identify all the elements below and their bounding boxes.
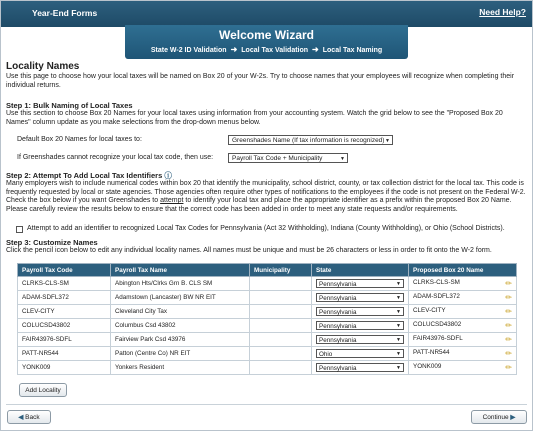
- payroll-tax-code-cell: CLEV-CITY: [18, 305, 111, 319]
- state-cell: [312, 347, 409, 361]
- wizard-step-3: Local Tax Naming: [322, 47, 383, 54]
- state-select-value: Pennsylvania: [319, 323, 357, 330]
- default-name-label: Default Box 20 Names for local taxes to:: [17, 136, 142, 143]
- pencil-icon[interactable]: ✏: [505, 321, 512, 330]
- main-content: [6, 61, 528, 90]
- arrow-right-icon: ➜: [312, 45, 319, 54]
- step2-section: [6, 171, 528, 215]
- table-row: [18, 319, 517, 333]
- back-button[interactable]: [7, 410, 51, 424]
- wizard-banner: [125, 25, 408, 59]
- step1-text: Use this section to choose Box 20 Names for your local taxes using information from your accounting system. Watch the grid below to see the "Proposed Box 20 Names" column update as you make selections from the drop-down menus below.: [6, 110, 503, 126]
- municipality-cell: [250, 333, 312, 347]
- back-button-label: Back: [25, 414, 40, 421]
- table-row: [18, 291, 517, 305]
- footer-divider: [6, 404, 527, 405]
- payroll-tax-code-cell: PATT-NR544: [18, 347, 111, 361]
- continue-button[interactable]: [471, 410, 527, 424]
- proposed-name-value: CLEV-CITY: [413, 307, 446, 314]
- default-name-value: Greenshades Name (If tax information is recognized): [232, 137, 385, 144]
- table-row: [18, 361, 517, 375]
- column-header[interactable]: Payroll Tax Name: [111, 264, 250, 277]
- proposed-name-cell: [409, 361, 517, 375]
- step3-section: [6, 238, 528, 256]
- payroll-tax-code-cell: COLUCSD43802: [18, 319, 111, 333]
- proposed-name-value: FAIR43976-SDFL: [413, 335, 463, 342]
- payroll-tax-code-cell: CLRKS-CLS-SM: [18, 277, 111, 291]
- step2-text: [6, 180, 528, 215]
- state-cell: [312, 319, 409, 333]
- state-select[interactable]: [316, 363, 404, 372]
- payroll-tax-code-cell: FAIR43976-SDFL: [18, 333, 111, 347]
- payroll-tax-name-cell: Yonkers Resident: [111, 361, 250, 375]
- proposed-name-cell: [409, 305, 517, 319]
- proposed-name-value: CLRKS-CLS-SM: [413, 279, 460, 286]
- pencil-icon[interactable]: ✏: [505, 349, 512, 358]
- arrow-right-icon: ▶: [510, 414, 516, 421]
- identifier-checkbox-label: Attempt to add an identifier to recognized Local Tax Codes for Pennsylvania (Act 32 Withholding), Indiana (County Withholding), or Ohio (School Districts).: [27, 225, 505, 232]
- step2-text-a: Many employers wish to include numerical codes within box 20 that identify the municipality, school district, county, or tax collection district for the local tax. This code is frequently requested by local or state agencies. Those agencies often require other types of notifications to the employees if the code is not present on the Federal W-2. Check the box below if you want Greenshades to: [6, 180, 526, 205]
- state-select-value: Pennsylvania: [319, 365, 357, 372]
- municipality-cell: [250, 277, 312, 291]
- step2-heading: [6, 171, 528, 180]
- wizard-step-1: State W-2 ID Validation: [150, 47, 227, 54]
- state-cell: [312, 291, 409, 305]
- page-intro: Use this page to choose how your local taxes will be named on Box 20 of your W-2s. Try to choose names that your employees will recognize when completing their individual returns.: [6, 73, 515, 89]
- wizard-title: Welcome Wizard: [218, 28, 315, 42]
- table-row: [18, 347, 517, 361]
- step1-section: [6, 101, 528, 127]
- help-icon[interactable]: ⓘ: [164, 171, 172, 180]
- continue-button-label: Continue: [482, 414, 509, 421]
- step1-heading: Step 1: Bulk Naming of Local Taxes: [6, 101, 133, 110]
- state-cell: [312, 277, 409, 291]
- state-select[interactable]: [316, 307, 404, 316]
- state-select[interactable]: [316, 279, 404, 288]
- pencil-icon[interactable]: ✏: [505, 279, 512, 288]
- step2-text-emphasis: attempt: [160, 197, 184, 205]
- grid-header-row: [18, 264, 517, 277]
- proposed-name-cell: [409, 333, 517, 347]
- need-help-link[interactable]: Need Help?: [479, 7, 526, 17]
- state-select[interactable]: [316, 293, 404, 302]
- add-locality-button[interactable]: Add Locality: [19, 383, 67, 397]
- proposed-name-value: YONK009: [413, 363, 442, 370]
- state-select-value: Pennsylvania: [319, 281, 357, 288]
- payroll-tax-name-cell: Columbus Csd 43802: [111, 319, 250, 333]
- municipality-cell: [250, 361, 312, 375]
- payroll-tax-name-cell: Adamstown (Lancaster) BW NR EIT: [111, 291, 250, 305]
- payroll-tax-name-cell: Abington Hts/Clrks Grn B. CLS SM: [111, 277, 250, 291]
- pencil-icon[interactable]: ✏: [505, 293, 512, 302]
- municipality-cell: [250, 305, 312, 319]
- chevron-down-icon: ▼: [396, 295, 401, 301]
- pencil-icon[interactable]: ✏: [505, 363, 512, 372]
- state-select-value: Ohio: [319, 351, 333, 358]
- payroll-tax-code-cell: YONK009: [18, 361, 111, 375]
- table-row: [18, 333, 517, 347]
- table-row: [18, 277, 517, 291]
- chevron-down-icon: ▼: [396, 365, 401, 371]
- default-name-select[interactable]: [228, 135, 393, 145]
- state-select[interactable]: [316, 349, 404, 358]
- column-header[interactable]: State: [312, 264, 409, 277]
- fallback-name-value: Payroll Tax Code + Municipality: [232, 155, 323, 162]
- pencil-icon[interactable]: ✏: [505, 335, 512, 344]
- proposed-name-cell: [409, 277, 517, 291]
- state-select-value: Pennsylvania: [319, 337, 357, 344]
- step3-text: Click the pencil icon below to edit any individual locality names. All names must be unique and must be 26 characters or less in order to fit onto the W-2 form.: [6, 247, 492, 254]
- fallback-name-select[interactable]: [228, 153, 348, 163]
- wizard-step-2: Local Tax Validation: [241, 47, 309, 54]
- step3-heading: Step 3: Customize Names: [6, 238, 98, 247]
- municipality-cell: [250, 291, 312, 305]
- chevron-down-icon: ▼: [385, 138, 390, 144]
- wizard-steps: [125, 45, 408, 54]
- column-header[interactable]: Proposed Box 20 Name: [409, 264, 517, 277]
- chevron-down-icon: ▼: [396, 323, 401, 329]
- chevron-down-icon: ▼: [396, 337, 401, 343]
- column-header[interactable]: Payroll Tax Code: [18, 264, 111, 277]
- payroll-tax-code-cell: ADAM-SDFL372: [18, 291, 111, 305]
- state-select[interactable]: [316, 335, 404, 344]
- state-cell: [312, 305, 409, 319]
- state-select-value: Pennsylvania: [319, 295, 357, 302]
- arrow-right-icon: ➜: [230, 45, 238, 54]
- arrow-left-icon: ◀: [18, 414, 24, 421]
- state-cell: [312, 333, 409, 347]
- top-bar: [1, 1, 532, 27]
- step2-text-b: to identify your local tax and place the appropriate identifier as a prefix within the proposed Box 20 Name. Please carefully review the results below to ensure that the correct code has been added in order to meet any state requests and/or requirements.: [6, 197, 512, 214]
- state-cell: [312, 361, 409, 375]
- locality-grid: [17, 263, 517, 375]
- chevron-down-icon: ▼: [396, 351, 401, 357]
- proposed-name-value: COLUCSD43802: [413, 321, 462, 328]
- identifier-checkbox[interactable]: [16, 226, 23, 233]
- chevron-down-icon: ▼: [340, 156, 345, 162]
- table-row: [18, 305, 517, 319]
- proposed-name-cell: [409, 291, 517, 305]
- pencil-icon[interactable]: ✏: [505, 307, 512, 316]
- municipality-cell: [250, 319, 312, 333]
- payroll-tax-name-cell: Fairview Park Csd 43976: [111, 333, 250, 347]
- fallback-name-label: If Greenshades cannot recognize your local tax code, then use:: [17, 154, 214, 161]
- step2-heading-text: Step 2: Attempt To Add Local Tax Identifiers: [6, 171, 163, 180]
- proposed-name-value: PATT-NR544: [413, 349, 450, 356]
- chevron-down-icon: ▼: [396, 281, 401, 287]
- proposed-name-cell: [409, 347, 517, 361]
- page-title: Locality Names: [6, 61, 80, 72]
- chevron-down-icon: ▼: [396, 309, 401, 315]
- municipality-cell: [250, 347, 312, 361]
- proposed-name-value: ADAM-SDFL372: [413, 293, 460, 300]
- column-header[interactable]: Municipality: [250, 264, 312, 277]
- payroll-tax-name-cell: Cleveland City Tax: [111, 305, 250, 319]
- state-select-value: Pennsylvania: [319, 309, 357, 316]
- proposed-name-cell: [409, 319, 517, 333]
- app-title: Year-End Forms: [32, 8, 98, 18]
- payroll-tax-name-cell: Patton (Centre Co) NR EIT: [111, 347, 250, 361]
- state-select[interactable]: [316, 321, 404, 330]
